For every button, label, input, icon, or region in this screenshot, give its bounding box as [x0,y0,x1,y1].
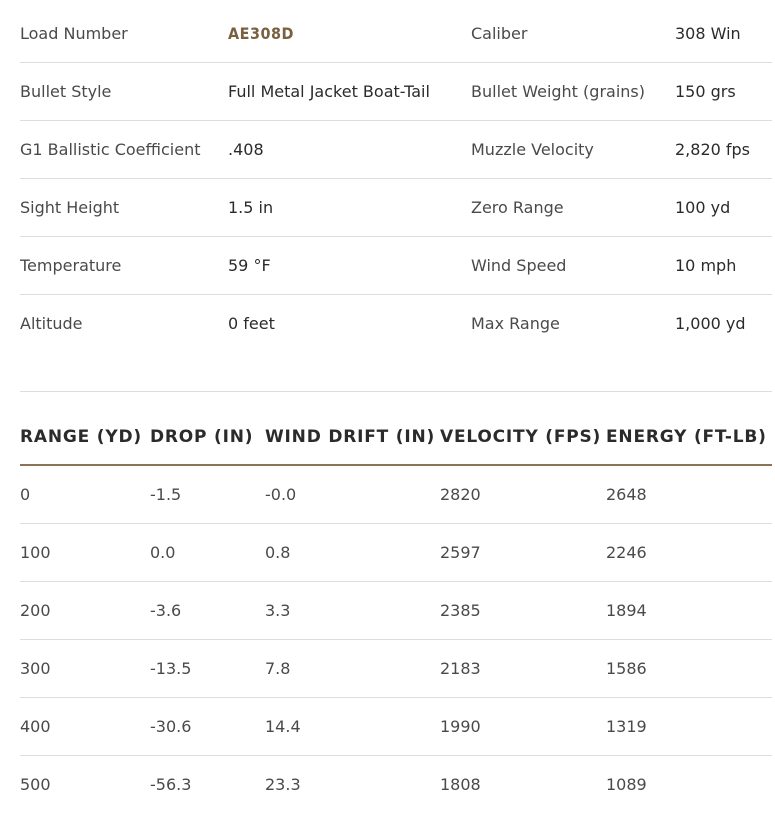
velocity-cell: 1808 [440,775,481,794]
drop-cell: 0.0 [150,543,176,562]
spec-row-sight-height [20,179,772,237]
spec-row-load-number [20,5,772,63]
spec-value: .408 [228,140,264,159]
range-cell: 400 [20,717,51,736]
spec-label: Bullet Weight (grains) [471,82,645,101]
spec-label: Muzzle Velocity [471,140,594,159]
velocity-cell: 2820 [440,485,481,504]
spec-row-bullet-style [20,63,772,121]
spec-row-temperature [20,237,772,295]
header-cell [265,427,440,447]
range-cell: 0 [20,485,31,504]
wind-drift-cell: 0.8 [265,543,291,562]
spec-label: Zero Range [471,198,564,217]
spec-label: Temperature [20,256,122,275]
spec-value: 1.5 in [228,198,274,217]
velocity-cell: 1990 [440,717,481,736]
range-cell: 500 [20,775,51,794]
wind-drift-cell: 3.3 [265,601,291,620]
velocity-cell: 2183 [440,659,481,678]
spec-label: G1 Ballistic Coefficient [20,140,201,159]
load-number-value: AE308D [228,24,294,43]
energy-cell: 1319 [606,717,647,736]
spec-label: Max Range [471,314,560,333]
spec-value: 100 yd [675,198,731,217]
spec-label: Bullet Style [20,82,112,101]
drop-cell: -3.6 [150,601,182,620]
wind-drift-cell: 14.4 [265,717,301,736]
spec-value: 150 grs [675,82,736,101]
energy-cell: 1894 [606,601,647,620]
header-energy: ENERGY (FT-LB) [606,427,767,447]
spec-label: Altitude [20,314,83,333]
wind-drift-cell: -0.0 [265,485,297,504]
table-row [20,524,772,582]
header-range: RANGE (YD) [20,427,142,447]
energy-cell: 1586 [606,659,647,678]
wind-drift-cell: 7.8 [265,659,291,678]
spec-label: Sight Height [20,198,120,217]
spec-label: Load Number [20,24,128,43]
range-cell: 200 [20,601,51,620]
energy-cell: 2246 [606,543,647,562]
wind-drift-cell: 23.3 [265,775,301,794]
ballistics-table [20,410,772,813]
table-row [20,466,772,524]
header-wind-drift: WIND DRIFT (IN) [265,427,436,447]
table-row [20,756,772,813]
velocity-cell: 2597 [440,543,481,562]
range-cell: 300 [20,659,51,678]
spec-row-ballistic-coefficient [20,121,772,179]
ballistics-table-header [20,410,772,466]
header-cell [440,427,606,447]
header-cell [150,427,265,447]
spec-label: Caliber [471,24,528,43]
spec-value: 308 Win [675,24,741,43]
drop-cell: -1.5 [150,485,182,504]
drop-cell: -13.5 [150,659,192,678]
energy-cell: 1089 [606,775,647,794]
spec-value: 1,000 yd [675,314,746,333]
drop-cell: -56.3 [150,775,192,794]
spec-row-altitude [20,295,772,352]
spec-value: 0 feet [228,314,275,333]
velocity-cell: 2385 [440,601,481,620]
energy-cell: 2648 [606,485,647,504]
spec-value: 59 °F [228,256,271,275]
spec-value: 10 mph [675,256,737,275]
header-cell [20,427,150,447]
spec-label: Wind Speed [471,256,567,275]
range-cell: 100 [20,543,51,562]
header-velocity: VELOCITY (FPS) [440,427,602,447]
table-row [20,582,772,640]
table-row [20,698,772,756]
header-cell [606,427,772,447]
load-specs-table [20,5,772,352]
spec-value: Full Metal Jacket Boat-Tail [228,82,430,101]
table-row [20,640,772,698]
section-divider [20,391,772,392]
drop-cell: -30.6 [150,717,192,736]
header-drop: DROP (IN) [150,427,254,447]
spec-value: 2,820 fps [675,140,751,159]
